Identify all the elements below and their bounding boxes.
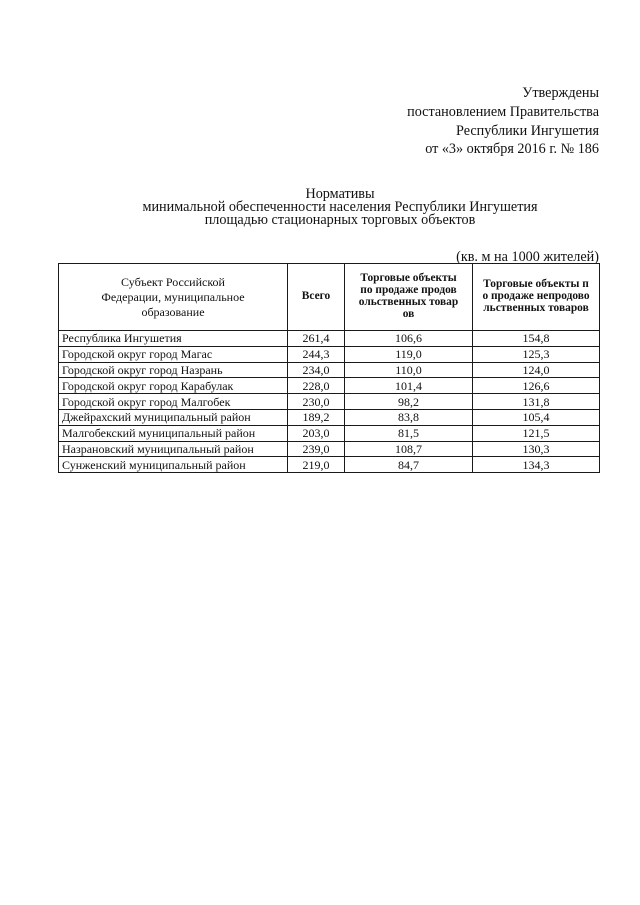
title-line-2: минимальной обеспеченности населения Республики Ингушетия [142,198,538,215]
row-name: Республика Ингушетия [59,331,288,347]
header-food [345,264,473,331]
row-food: 101,4 [345,378,473,394]
row-nonfood: 131,8 [473,394,600,410]
approval-line-approved: Утверждены [522,85,599,101]
row-total: 219,0 [288,457,345,473]
row-total: 234,0 [288,362,345,378]
table-row [59,346,600,362]
approval-line-decree: постановлением Правительства [407,103,599,120]
row-nonfood: 130,3 [473,441,600,457]
row-name: Городской округ город Малгобек [59,394,288,410]
table-row [59,441,600,457]
approval-block [407,84,599,159]
table-row [59,362,600,378]
table-header-row [59,264,600,331]
row-food: 81,5 [345,425,473,441]
title-line-3: площадью стационарных торговых объектов [204,211,476,228]
row-total: 261,4 [288,331,345,347]
header-total: Всего [288,264,345,331]
table-row [59,457,600,473]
row-total: 189,2 [288,409,345,425]
row-nonfood: 126,6 [473,378,600,394]
row-total: 239,0 [288,441,345,457]
row-name: Малгобекский муниципальный район [59,425,288,441]
row-total: 230,0 [288,394,345,410]
row-name: Городской округ город Карабулак [59,378,288,394]
table-row [59,394,600,410]
row-nonfood: 105,4 [473,409,600,425]
row-nonfood: 121,5 [473,425,600,441]
table-row [59,331,600,347]
row-name: Городской округ город Назрань [59,362,288,378]
row-food: 110,0 [345,362,473,378]
row-total: 244,3 [288,346,345,362]
row-total: 203,0 [288,425,345,441]
document-title [0,188,640,226]
row-name: Джейрахский муниципальный район [59,409,288,425]
row-nonfood: 124,0 [473,362,600,378]
table-row [59,378,600,394]
row-name: Сунженский муниципальный район [59,457,288,473]
title-line-1: Нормативы [305,186,375,202]
table-row [59,425,600,441]
header-nonfood [473,264,600,331]
row-food: 119,0 [345,346,473,362]
row-food: 84,7 [345,457,473,473]
row-name: Городской округ город Магас [59,346,288,362]
header-subject [59,264,288,331]
row-food: 108,7 [345,441,473,457]
header-food-text: Торговые объекты по продаже продовольственных товаров [358,272,459,320]
row-nonfood: 154,8 [473,331,600,347]
approval-line-republic: Республики Ингушетия [455,122,599,139]
norms-table [58,263,600,473]
row-total: 228,0 [288,378,345,394]
approval-line-date: от «3» октября 2016 г. № 186 [425,141,599,158]
row-nonfood: 125,3 [473,346,600,362]
row-nonfood: 134,3 [473,457,600,473]
units-note: (кв. м на 1000 жителей) [456,249,599,265]
header-subject-text: Субъект Российской Федерации, муниципальное образование [101,274,245,319]
table-row [59,409,600,425]
row-name: Назрановский муниципальный район [59,441,288,457]
row-food: 106,6 [345,331,473,347]
row-food: 98,2 [345,394,473,410]
header-nonfood-text: Торговые объекты по продаже непродовольственных товаров [482,278,590,314]
row-food: 83,8 [345,409,473,425]
